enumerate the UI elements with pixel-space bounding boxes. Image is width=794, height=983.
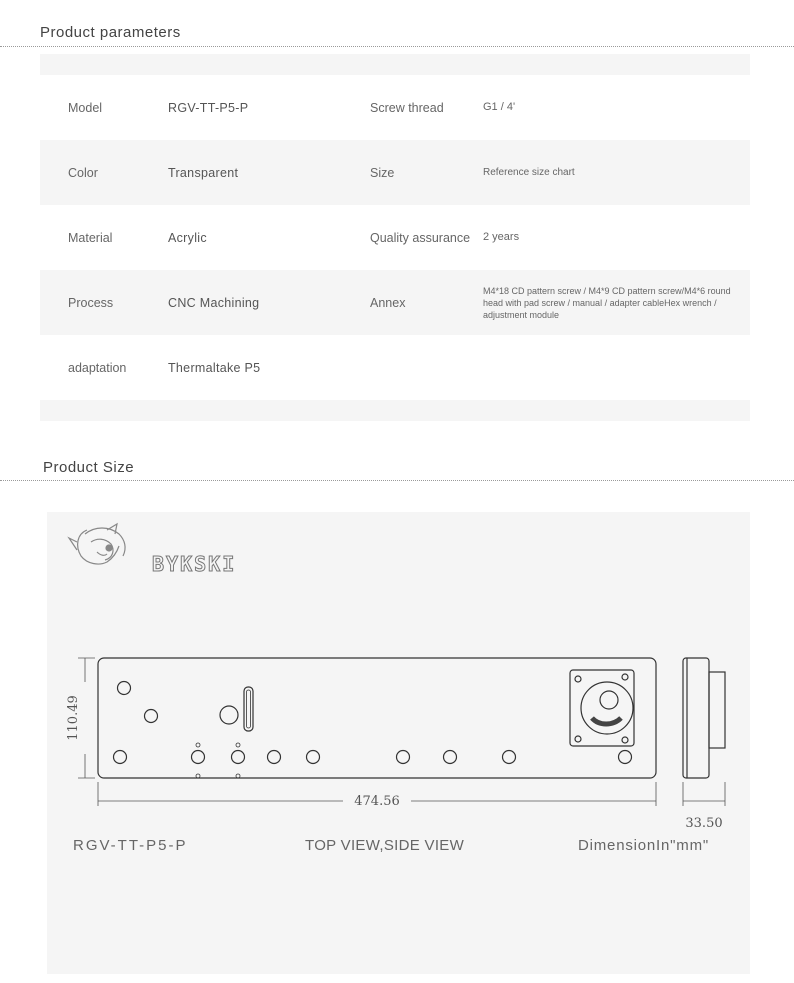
param-label: Model [68,100,103,115]
dimension-height-label: 110.49 [66,695,81,741]
param-value: Thermaltake P5 [168,360,261,375]
param-label: Size [370,165,395,180]
param-value: 2 years [483,231,520,243]
brand-logo-text: BYKSKI [152,552,237,576]
param-value: Reference size chart [483,167,575,178]
param-value: Acrylic [168,230,207,245]
parameters-table [40,54,750,421]
param-value: M4*18 CD pattern screw / M4*9 CD pattern screw/M4*6 round head with pad screw / manual / adapter cableHex wrench / adjustment module [483,285,731,320]
size-section-title: Product Size [43,459,135,476]
param-label: Quality assurance [370,230,471,245]
table-row [40,140,750,205]
dimension-lines [78,658,725,806]
param-label: adaptation [68,360,127,375]
param-value: RGV-TT-P5-P [168,100,249,115]
param-value: G1 / 4' [483,101,516,113]
top-view-plate [98,658,656,778]
technical-drawing [47,512,750,974]
caption-view: TOP VIEW,SIDE VIEW [305,837,465,854]
side-view-plate [683,658,725,778]
dimension-width-label: 474.56 [354,794,400,809]
caption-unit: DimensionIn"mm" [578,837,710,854]
table-row [40,335,750,400]
parameters-divider [0,46,794,47]
table-row [40,75,750,140]
param-label: Annex [370,295,406,310]
table-top-band [40,54,750,75]
caption-model: RGV-TT-P5-P [73,837,188,854]
param-value: Transparent [168,165,239,180]
size-divider [0,480,794,481]
parameters-section-title: Product parameters [40,24,181,41]
product-size-drawing [47,512,750,974]
table-row [40,270,750,335]
dimension-depth-label: 33.50 [685,816,723,831]
param-value [483,335,748,400]
param-label: Screw thread [370,100,444,115]
param-label: Material [68,230,113,245]
dragon-logo-icon [69,524,125,564]
param-value: CNC Machining [168,295,260,310]
param-label: Process [68,295,114,310]
table-row [40,205,750,270]
param-label: Color [68,165,98,180]
table-bottom-band [40,400,750,421]
